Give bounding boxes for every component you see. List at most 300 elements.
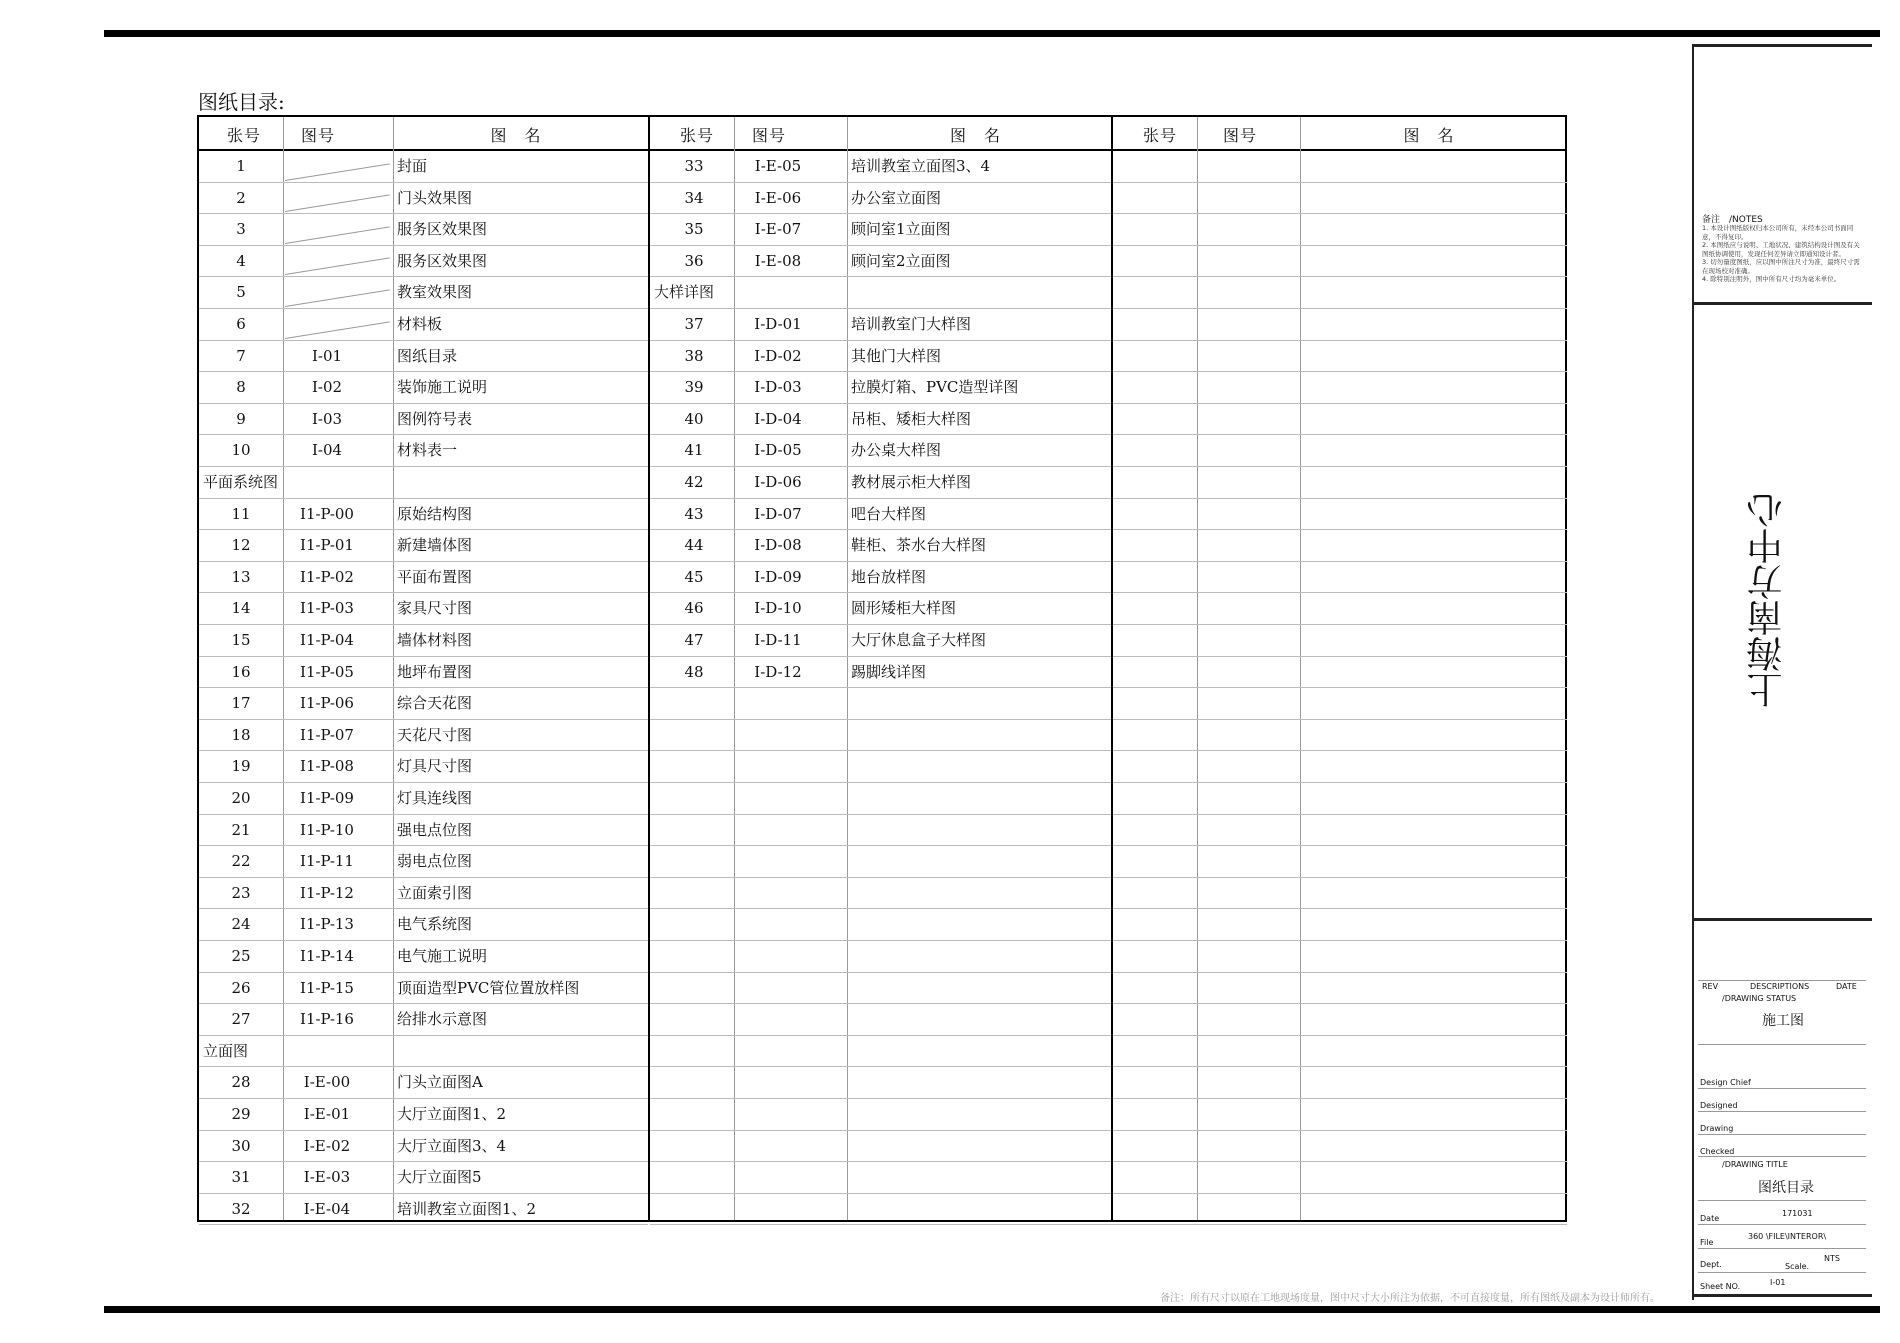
sheet-number: 35 <box>684 220 704 239</box>
row-divider <box>650 498 1113 499</box>
sheet-number: 42 <box>684 473 704 491</box>
drawing-name: 培训教室立面图1、2 <box>397 1199 537 1218</box>
drawing-status-value: 施工图 <box>1762 1013 1804 1029</box>
drawing-number: I-D-09 <box>754 567 802 586</box>
sheet-number: 23 <box>231 883 251 902</box>
section-heading: 大样详图 <box>654 283 715 302</box>
drawing-number: I-D-05 <box>754 441 802 460</box>
sheet-number: 46 <box>684 599 704 618</box>
sheet-number: 8 <box>236 378 246 397</box>
header-sheet-no: 张号 <box>1143 126 1178 145</box>
column-divider <box>283 117 284 1220</box>
drawing-number: I-E-02 <box>303 1136 351 1155</box>
row-divider <box>199 719 648 720</box>
drawing-number: I1-P-05 <box>300 662 354 681</box>
note-line: 4. 除特别注明外，图中所有尺寸均为毫米单位。 <box>1702 275 1841 283</box>
rev-label: REV <box>1702 982 1719 991</box>
row-divider <box>1113 719 1567 720</box>
row-divider <box>1113 276 1567 277</box>
sheet-number: 34 <box>684 188 704 207</box>
drawing-name: 原始结构图 <box>397 504 473 523</box>
row-divider <box>199 624 648 625</box>
drawing-name: 服务区效果图 <box>397 220 488 239</box>
drawing-name: 材料板 <box>397 315 443 333</box>
row-divider <box>650 245 1113 246</box>
table-column-2 <box>648 117 1113 1220</box>
sheet-number: 7 <box>236 346 246 365</box>
drawing-number: I1-P-04 <box>300 631 354 649</box>
drawing-name: 图纸目录 <box>397 346 458 365</box>
row-divider <box>1113 1224 1567 1225</box>
sheet-number: 45 <box>684 567 704 586</box>
row-divider <box>650 308 1113 309</box>
row-divider <box>650 340 1113 341</box>
drawing-number: I-D-03 <box>754 378 802 397</box>
header-sheet-no: 张号 <box>680 126 715 145</box>
empty-cell-slash <box>285 321 390 339</box>
sheet-number: 22 <box>231 852 251 871</box>
drawing-name: 装饰施工说明 <box>397 378 488 397</box>
empty-cell-slash <box>285 163 390 181</box>
sheet-number: 33 <box>684 157 704 175</box>
drawing-number: I-D-12 <box>754 662 802 681</box>
note-line: 3. 切勿量度图纸，应以图中所注尺寸为准，最终尺寸需在现场校对准确。 <box>1702 258 1860 275</box>
column-divider <box>734 117 735 1220</box>
row-divider <box>650 1035 1113 1036</box>
row-divider <box>199 656 648 657</box>
row-divider <box>650 1193 1113 1194</box>
empty-cell-slash <box>285 289 390 307</box>
row-divider <box>1113 750 1567 751</box>
sheet-number: 48 <box>684 662 704 681</box>
row-divider <box>650 750 1113 751</box>
drawing-name: 办公桌大样图 <box>851 441 942 460</box>
row-divider <box>650 687 1113 688</box>
row-divider <box>199 972 648 973</box>
sheet-number: 41 <box>684 441 704 460</box>
drawing-name: 材料表一 <box>397 441 458 460</box>
drawing-number: I-E-07 <box>754 220 802 239</box>
header-drawing-no: 图号 <box>1223 126 1258 145</box>
drawing-number: I1-P-11 <box>300 852 354 871</box>
empty-cell-slash <box>285 226 390 244</box>
date-label: Date <box>1700 1214 1720 1223</box>
sheet-number: 4 <box>236 251 246 270</box>
row-divider <box>199 1161 648 1162</box>
date-column-label: DATE <box>1836 982 1857 991</box>
row-divider <box>1113 940 1567 941</box>
drawing-number: I1-P-07 <box>300 725 354 744</box>
drawing-name: 弱电点位图 <box>397 852 473 871</box>
sheet-number: 29 <box>231 1105 251 1123</box>
row-divider <box>199 498 648 499</box>
row-divider <box>1113 466 1567 467</box>
project-name: 上海南方中心 <box>1747 492 1788 708</box>
row-divider <box>650 940 1113 941</box>
sheet-number: 5 <box>236 283 246 302</box>
sheet-number: 6 <box>236 315 246 333</box>
drawing-name: 教室效果图 <box>397 283 473 302</box>
sheet-number: 28 <box>231 1073 251 1092</box>
sheet-number: 21 <box>231 820 251 839</box>
row-divider <box>199 687 648 688</box>
sheet-number: 17 <box>231 694 251 713</box>
empty-cell-slash <box>285 258 390 276</box>
sheet-number: 44 <box>684 536 704 555</box>
design-chief-label: Design Chief <box>1700 1078 1751 1087</box>
row-divider <box>650 529 1113 530</box>
drawing-name: 门头立面图A <box>397 1073 483 1092</box>
drawing-name: 圆形矮柜大样图 <box>851 599 957 618</box>
designed-label: Designed <box>1700 1101 1738 1110</box>
row-divider <box>1113 814 1567 815</box>
row-divider <box>199 340 648 341</box>
sheet-number: 32 <box>231 1199 251 1218</box>
row-divider <box>199 182 648 183</box>
drawing-number: I-E-00 <box>303 1073 351 1092</box>
sheet-number: 37 <box>684 315 704 333</box>
drawing-number: I1-P-10 <box>300 820 354 839</box>
header-sheet-no: 张号 <box>227 126 262 145</box>
drawing-number: I-D-01 <box>754 315 802 333</box>
sheet-number: 2 <box>236 188 246 207</box>
section-heading: 立面图 <box>203 1041 249 1060</box>
sheet-no-label: Sheet NO. <box>1700 1282 1741 1291</box>
drawing-number: I-D-07 <box>754 504 802 523</box>
drawing-number: I1-P-00 <box>300 504 354 523</box>
sheet-number: 39 <box>684 378 704 397</box>
row-divider <box>650 1066 1113 1067</box>
row-divider <box>199 1003 648 1004</box>
drawing-number: I-01 <box>311 346 343 365</box>
row-divider <box>650 1224 1113 1225</box>
note-line: 2. 本图纸应与说明、工地状况、建筑结构设计图及有关图纸协调使用，发现任何差异请立即通知设计者。 <box>1702 241 1860 258</box>
sheet-number: 3 <box>236 220 246 239</box>
row-divider <box>650 845 1113 846</box>
row-divider <box>650 782 1113 783</box>
drawing-number: I1-P-14 <box>300 947 354 965</box>
drawing-name: 电气施工说明 <box>397 947 488 965</box>
header-drawing-name: 图 名 <box>490 126 542 145</box>
row-divider <box>199 1098 648 1099</box>
row-divider <box>1113 561 1567 562</box>
sheet-no-value: I-01 <box>1770 1278 1786 1287</box>
sheet-number: 13 <box>231 567 251 586</box>
sheet-number: 12 <box>231 536 251 555</box>
drawing-number: I1-P-13 <box>300 915 354 934</box>
row-divider <box>1113 592 1567 593</box>
row-divider <box>1113 877 1567 878</box>
drawing-number: I1-P-09 <box>300 789 354 807</box>
row-divider <box>650 1003 1113 1004</box>
drawing-number: I-E-01 <box>303 1105 351 1123</box>
row-divider <box>1113 1098 1567 1099</box>
row-divider <box>199 1035 648 1036</box>
drawing-name: 图例符号表 <box>397 409 473 428</box>
drawing-name: 平面布置图 <box>397 567 473 586</box>
header-drawing-no: 图号 <box>301 126 336 145</box>
file-value: 360 \FILE\INTEROR\ <box>1748 1232 1827 1241</box>
drawing-number: I1-P-15 <box>300 978 354 997</box>
row-divider <box>1113 1066 1567 1067</box>
descriptions-label: DESCRIPTIONS <box>1750 982 1810 991</box>
row-divider <box>199 845 648 846</box>
row-divider <box>199 466 648 467</box>
row-divider <box>1113 498 1567 499</box>
header-drawing-name: 图 名 <box>950 126 1002 145</box>
row-divider <box>199 592 648 593</box>
dept-label: Dept. <box>1700 1260 1722 1269</box>
row-divider <box>650 466 1113 467</box>
column-divider <box>1300 117 1301 1220</box>
sheet-number: 43 <box>684 504 704 523</box>
row-divider <box>1113 308 1567 309</box>
drawing-name: 踢脚线详图 <box>851 662 927 681</box>
drawing-name: 大厅立面图5 <box>397 1168 482 1187</box>
row-divider <box>199 403 648 404</box>
drawing-number: I1-P-08 <box>300 757 354 776</box>
drawing-number: I-D-08 <box>754 536 802 555</box>
sheet-number: 18 <box>231 725 251 744</box>
row-divider <box>650 371 1113 372</box>
bottom-footnote: 备注：所有尺寸以原在工地现场度量，图中尺寸大小所注为依据，不可直接度量，所有图纸及副本为设计师所有。 <box>1160 1293 1660 1304</box>
sheet-number: 19 <box>231 757 251 776</box>
drawing-name: 给排水示意图 <box>397 1010 488 1029</box>
row-divider <box>650 624 1113 625</box>
row-divider <box>199 276 648 277</box>
drawing-number: I-E-03 <box>303 1168 351 1187</box>
sheet-number: 11 <box>231 504 251 523</box>
drawing-number: I-E-08 <box>754 251 802 270</box>
row-divider <box>650 592 1113 593</box>
row-divider <box>650 561 1113 562</box>
drawing-name: 顶面造型PVC管位置放样图 <box>397 978 580 997</box>
row-divider <box>650 719 1113 720</box>
row-divider <box>650 1130 1113 1131</box>
sheet-number: 36 <box>684 251 704 270</box>
row-divider <box>199 877 648 878</box>
row-divider <box>1113 1130 1567 1131</box>
sheet-number: 14 <box>231 599 251 618</box>
drawing-name: 大厅休息盒子大样图 <box>851 631 987 649</box>
drawing-number: I-D-10 <box>754 599 802 618</box>
drawing-number: I1-P-16 <box>300 1010 354 1029</box>
drawing-number: I-02 <box>311 378 343 397</box>
drawing-list-table <box>197 115 1567 1222</box>
drawing-number: I-04 <box>311 441 343 460</box>
row-divider <box>650 877 1113 878</box>
header-drawing-name: 图 名 <box>1403 126 1455 145</box>
drawing-name: 吊柜、矮柜大样图 <box>851 409 972 428</box>
row-divider <box>199 1130 648 1131</box>
drawing-number: I-D-11 <box>754 631 802 649</box>
row-divider <box>199 213 648 214</box>
drawing-number: I-D-06 <box>754 473 802 491</box>
checked-label: Checked <box>1700 1147 1735 1156</box>
row-divider <box>650 213 1113 214</box>
row-divider <box>650 972 1113 973</box>
scale-value: NTS <box>1824 1254 1840 1263</box>
sheet-number: 31 <box>231 1168 251 1187</box>
drawing-title-value: 图纸目录 <box>1758 1180 1814 1196</box>
row-divider <box>199 782 648 783</box>
row-divider <box>1113 529 1567 530</box>
drawing-name: 拉膜灯箱、PVC造型详图 <box>851 378 1019 397</box>
drawing-name: 天花尺寸图 <box>397 725 473 744</box>
drawing-name: 培训教室立面图3、4 <box>851 157 991 175</box>
row-divider <box>199 371 648 372</box>
row-divider <box>1113 1193 1567 1194</box>
row-divider <box>1113 434 1567 435</box>
row-divider <box>199 308 648 309</box>
drawing-name: 综合天花图 <box>397 694 473 713</box>
row-divider <box>1113 972 1567 973</box>
row-divider <box>650 656 1113 657</box>
drawing-name: 灯具尺寸图 <box>397 757 473 776</box>
sheet-number: 25 <box>231 947 251 965</box>
row-divider <box>199 245 648 246</box>
note-line: 1. 本设计图纸版权归本公司所有，未经本公司书面同意，不得复印。 <box>1702 224 1854 241</box>
column-divider <box>1197 117 1198 1220</box>
row-divider <box>1113 403 1567 404</box>
sheet-number: 30 <box>231 1136 251 1155</box>
empty-cell-slash <box>285 195 390 213</box>
drawing-number: I-E-04 <box>303 1199 351 1218</box>
row-divider <box>1113 1035 1567 1036</box>
row-divider <box>650 814 1113 815</box>
top-border-rule <box>104 30 1880 37</box>
row-divider <box>650 1098 1113 1099</box>
row-divider <box>199 434 648 435</box>
row-divider <box>1113 245 1567 246</box>
row-divider <box>650 182 1113 183</box>
notes-label: 备注 /NOTES <box>1702 215 1763 225</box>
row-divider <box>1113 908 1567 909</box>
catalog-title: 图纸目录: <box>198 90 285 114</box>
drawing-name: 灯具连线图 <box>397 789 473 807</box>
drawing-name: 大厅立面图1、2 <box>397 1105 507 1123</box>
table-header <box>650 117 1113 151</box>
drawing-name: 教材展示柜大样图 <box>851 473 972 491</box>
sheet-number: 10 <box>231 441 251 460</box>
row-divider <box>199 1066 648 1067</box>
drawing-name: 顾问室2立面图 <box>851 251 951 270</box>
sheet-number: 20 <box>231 789 251 807</box>
bottom-border-rule <box>104 1306 1880 1313</box>
drawing-name: 新建墙体图 <box>397 536 473 555</box>
row-divider <box>1113 687 1567 688</box>
drawing-name: 封面 <box>397 157 428 175</box>
drawing-number: I1-P-03 <box>300 599 354 618</box>
row-divider <box>650 1161 1113 1162</box>
drawing-number: I1-P-06 <box>300 694 354 713</box>
row-divider <box>1113 1161 1567 1162</box>
drawing-label: Drawing <box>1700 1124 1734 1133</box>
drawing-number: I1-P-01 <box>300 536 354 555</box>
drawing-name: 电气系统图 <box>397 915 473 934</box>
sheet-number: 47 <box>684 631 704 649</box>
table-column-1 <box>199 117 648 1220</box>
drawing-name: 门头效果图 <box>397 188 473 207</box>
row-divider <box>199 1193 648 1194</box>
drawing-number: I-D-02 <box>754 346 802 365</box>
scale-label: Scale. <box>1785 1262 1810 1271</box>
drawing-title-label: /DRAWING TITLE <box>1722 1160 1788 1169</box>
row-divider <box>1113 656 1567 657</box>
row-divider <box>650 276 1113 277</box>
sheet-number: 24 <box>231 915 251 934</box>
row-divider <box>1113 371 1567 372</box>
sheet-number: 9 <box>236 409 246 428</box>
drawing-name: 服务区效果图 <box>397 251 488 270</box>
drawing-number: I-D-04 <box>754 409 802 428</box>
drawing-name: 强电点位图 <box>397 820 473 839</box>
row-divider <box>199 1224 648 1225</box>
row-divider <box>199 529 648 530</box>
row-divider <box>1113 182 1567 183</box>
drawing-name: 家具尺寸图 <box>397 599 473 618</box>
sheet-number: 1 <box>236 157 246 175</box>
drawing-name: 顾问室1立面图 <box>851 220 951 239</box>
row-divider <box>199 750 648 751</box>
drawing-name: 地台放样图 <box>851 567 927 586</box>
row-divider <box>199 561 648 562</box>
row-divider <box>199 908 648 909</box>
drawing-status-label: /DRAWING STATUS <box>1722 994 1797 1003</box>
drawing-name: 吧台大样图 <box>851 504 927 523</box>
drawing-number: I1-P-12 <box>300 883 354 902</box>
row-divider <box>650 434 1113 435</box>
drawing-name: 大厅立面图3、4 <box>397 1136 507 1155</box>
table-header <box>1113 117 1567 151</box>
row-divider <box>650 403 1113 404</box>
column-divider <box>847 117 848 1220</box>
drawing-name: 墙体材料图 <box>397 631 473 649</box>
date-value: 171031 <box>1782 1209 1813 1218</box>
sheet-number: 15 <box>231 631 251 649</box>
drawing-name: 地坪布置图 <box>397 662 473 681</box>
drawing-number: I-E-06 <box>754 188 802 207</box>
sheet-number: 40 <box>684 409 704 428</box>
drawing-number: I-03 <box>311 409 343 428</box>
sheet-number: 38 <box>684 346 704 365</box>
drawing-name: 办公室立面图 <box>851 188 942 207</box>
row-divider <box>1113 213 1567 214</box>
drawing-name: 其他门大样图 <box>851 346 942 365</box>
column-divider <box>393 117 394 1220</box>
row-divider <box>1113 845 1567 846</box>
drawing-number: I-E-05 <box>754 157 802 175</box>
drawing-name: 立面索引图 <box>397 883 473 902</box>
row-divider <box>199 814 648 815</box>
drawing-name: 鞋柜、茶水台大样图 <box>851 536 987 555</box>
row-divider <box>199 940 648 941</box>
table-column-3 <box>1111 117 1567 1220</box>
notes-text <box>1702 224 1862 284</box>
row-divider <box>1113 1003 1567 1004</box>
section-heading: 平面系统图 <box>203 473 279 491</box>
sheet-number: 16 <box>231 662 251 681</box>
file-label: File <box>1700 1238 1714 1247</box>
sheet-number: 27 <box>231 1010 251 1029</box>
drawing-name: 培训教室门大样图 <box>851 315 972 333</box>
row-divider <box>1113 340 1567 341</box>
row-divider <box>1113 624 1567 625</box>
row-divider <box>650 908 1113 909</box>
table-header <box>199 117 648 151</box>
row-divider <box>1113 782 1567 783</box>
sheet-number: 26 <box>231 978 251 997</box>
